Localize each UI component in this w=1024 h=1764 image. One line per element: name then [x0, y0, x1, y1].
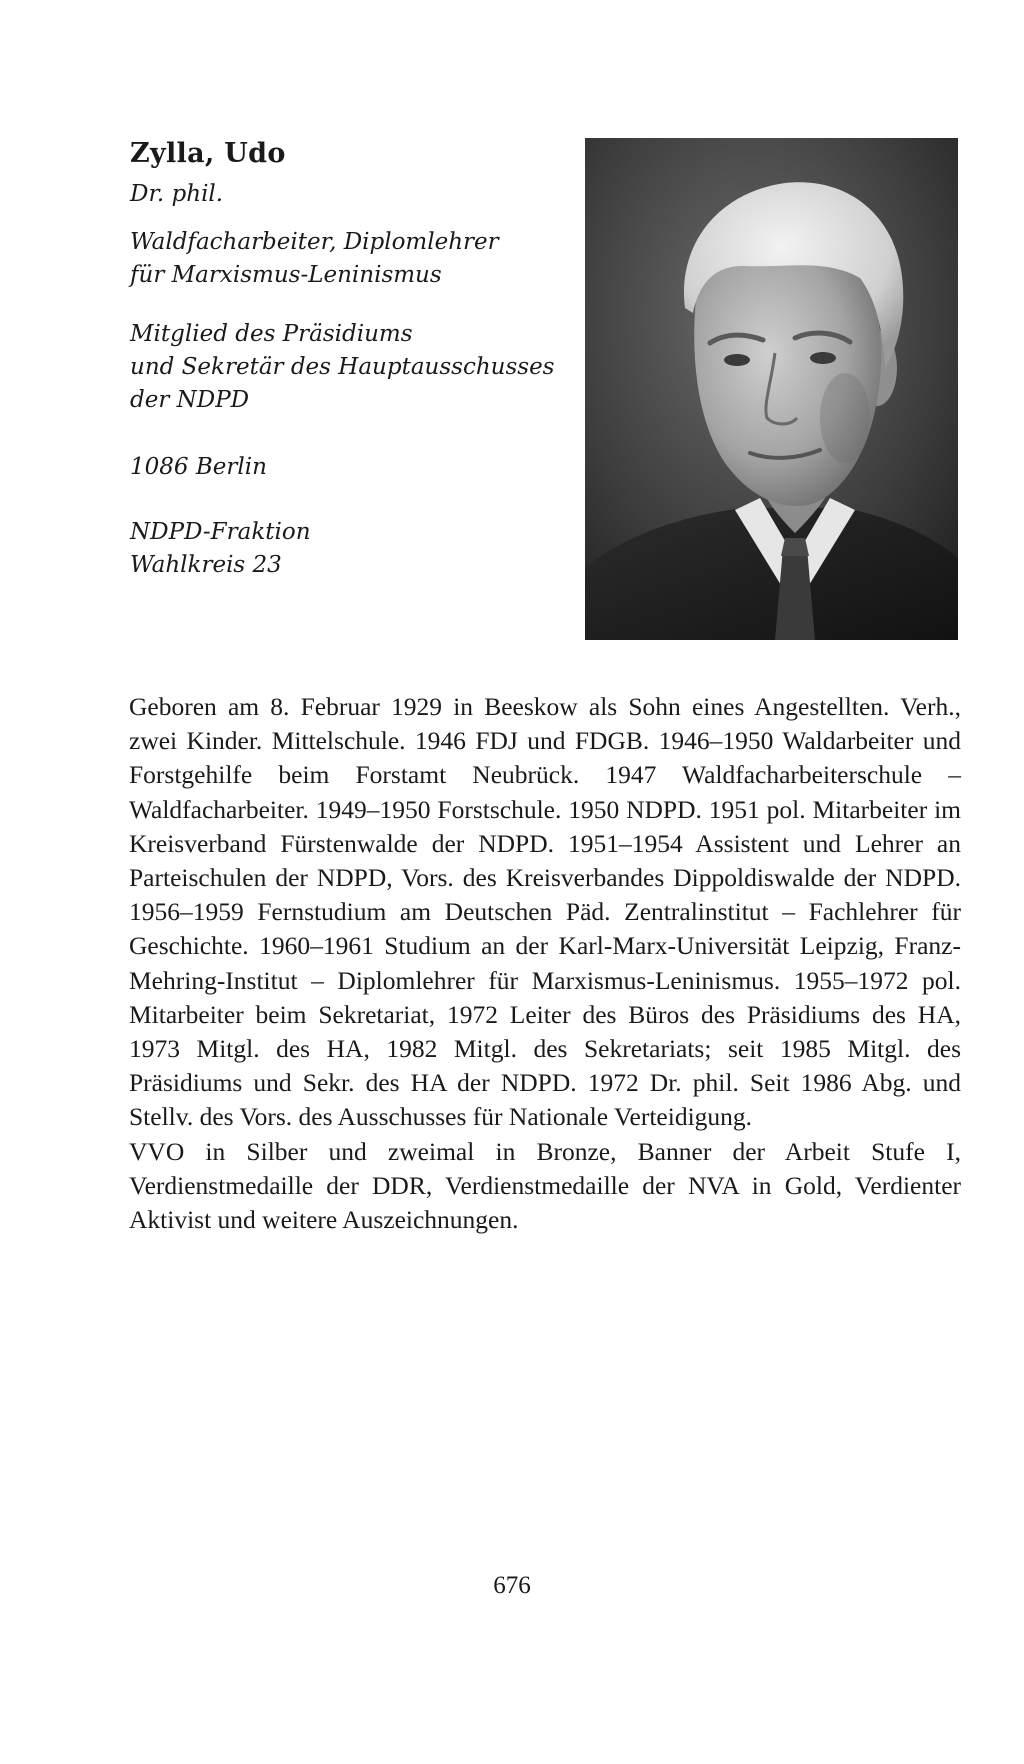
function-line: der NDPD [130, 387, 250, 413]
occupation-line: Waldfacharbeiter, Diplomlehrer [130, 229, 499, 255]
biography-paragraph: Geboren am 8. Februar 1929 in Beeskow als Sohn eines Angestellten. Verh., zwei Kinder. Mittelschule. 1946 FDJ und FDGB. 1946–1950 Waldarbeiter und Forstgehilfe beim Forstamt Neubrück. 1947 Waldfacharbeiterschule – Waldfacharbeiter. 1949–1950 Forstschule. 1950 NDPD. 1951 pol. Mitarbeiter im Kreisverband Fürstenwalde der NDPD. 1951–1954 Assistent und Lehrer an Parteischulen der NDPD, Vors. des Kreisverbandes Dippoldiswalde der NDPD. 1956–1959 Fernstudium am Deutschen Päd. Zentralinstitut – Fachlehrer für Geschichte. 1960–1961 Studium an der Karl-Marx-Universität Leipzig, Franz-Mehring-Institut – Diplomlehrer für Marxismus-Leninismus. 1955–1972 pol. Mitarbeiter beim Sekretariat, 1972 Leiter des Büros des Präsidiums des HA, 1973 Mitgl. des HA, 1982 Mitgl. des Sekretariats; seit 1985 Mitgl. des Präsidiums und Sekr. des HA der NDPD. 1972 Dr. phil. Seit 1986 Abg. und Stellv. des Vors. des Ausschusses für Nationale Verteidigung. [129, 692, 961, 1132]
academic-title [130, 178, 223, 211]
occupation-line: für Marxismus-Leninismus [130, 262, 442, 288]
faction-line: Wahlkreis 23 [130, 552, 282, 578]
location [130, 451, 267, 484]
awards-paragraph: VVO in Silber und zweimal in Bronze, Banner der Arbeit Stufe I, Verdienstmedaille der DDR, Verdienstmedaille der NVA in Gold, Verdienter Aktivist und weitere Auszeichnungen. [129, 1136, 961, 1235]
academic-title-text: Dr. phil. [130, 181, 224, 207]
biography-text [129, 690, 961, 1237]
portrait-image [585, 138, 958, 640]
page-number: 676 [493, 1572, 531, 1599]
person-name: Zylla, Udo [130, 138, 286, 169]
faction-line: NDPD-Fraktion [130, 519, 311, 545]
location-text: 1086 Berlin [130, 454, 267, 480]
faction [130, 516, 311, 582]
function-line: Mitglied des Präsidiums [130, 321, 413, 347]
party-function [130, 318, 555, 417]
portrait-photo [585, 138, 958, 640]
function-line: und Sekretär des Hauptausschusses [130, 354, 555, 380]
occupation [130, 226, 499, 292]
